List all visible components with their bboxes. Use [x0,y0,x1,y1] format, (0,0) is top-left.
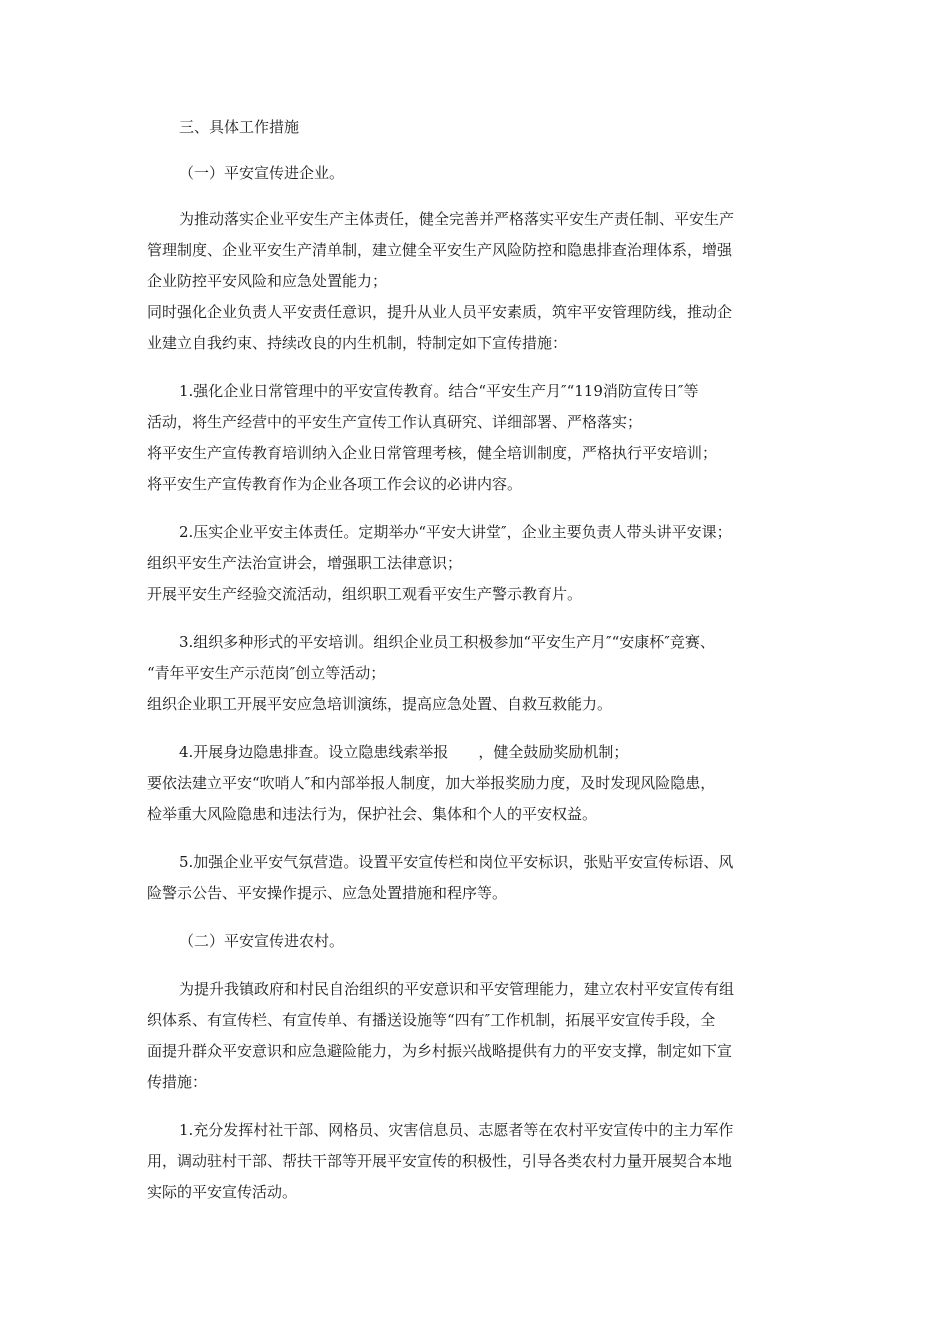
paragraph-line: 管理制度、企业平安生产清单制，建立健全平安生产风险防控和隐患排查治理体系，增强 [147,241,733,259]
paragraph-line: 要依法建立平安“吹哨人″和内部举报人制度，加大举报奖励力度，及时发现风险隐患， [147,774,716,792]
paragraph-line: 4.开展身边隐患排查。设立隐患线索举报 ，健全鼓励奖励机制； [179,743,629,761]
paragraph-line: 业建立自我约束、持续改良的内生机制，特制定如下宣传措施： [147,334,568,352]
paragraph-line: 2.压实企业平安主体责任。定期举办“平安大讲堂″，企业主要负责人带头讲平安课； [179,523,732,541]
paragraph-line: 为推动落实企业平安生产主体责任，健全完善并严格落实平安生产责任制、平安生产 [179,210,735,228]
paragraph-line: 3.组织多种形式的平安培训。组织企业员工积极参加“平安生产月″“安康杯″竞赛、 [179,633,715,651]
paragraph-line: 1.强化企业日常管理中的平安宣传教育。结合“平安生产月″“119消防宣传日″等 [179,382,699,400]
paragraph-line: 险警示公告、平安操作提示、应急处置措施和程序等。 [147,884,508,902]
paragraph-line: 活动，将生产经营中的平安生产宣传工作认真研究、详细部署、严格落实； [147,413,643,431]
part1-title: （一）平安宣传进企业。 [179,164,345,182]
part1-item-5 [147,847,807,909]
paragraph-line: 5.加强企业平安气氛营造。设置平安宣传栏和岗位平安标识，张贴平安宣传标语、风 [179,853,734,871]
paragraph-line: 面提升群众平安意识和应急避险能力，为乡村振兴战略提供有力的平安支撑，制定如下宣 [147,1042,733,1060]
paragraph-line: 将平安生产宣传教育培训纳入企业日常管理考核，健全培训制度，严格执行平安培训； [147,444,718,462]
part1-item-1 [147,376,807,500]
part1-item-3 [147,627,807,720]
paragraph-line: “青年平安生产示范岗″创立等活动； [147,664,386,682]
paragraph-line: 开展平安生产经验交流活动，组织职工观看平安生产警示教育片。 [147,585,583,603]
paragraph-line: 织体系、有宣传栏、有宣传单、有播送设施等“四有″工作机制，拓展平安宣传手段，全 [147,1011,716,1029]
paragraph-line: 为提升我镇政府和村民自治组织的平安意识和平安管理能力，建立农村平安宣传有组 [179,980,735,998]
paragraph-line: 企业防控平安风险和应急处置能力； [147,272,388,290]
part2-intro [147,974,807,1098]
paragraph-line: 传措施： [147,1073,208,1091]
paragraph-line: 组织企业职工开展平安应急培训演练，提高应急处置、自救互救能力。 [147,695,613,713]
part1-item-4 [147,737,807,830]
part2-item-1 [147,1115,807,1208]
paragraph-line: 将平安生产宣传教育作为企业各项工作会议的必讲内容。 [147,475,523,493]
paragraph-line: 同时强化企业负责人平安责任意识，提升从业人员平安素质，筑牢平安管理防线，推动企 [147,303,733,321]
part1-intro [147,204,807,359]
paragraph-line: 1.充分发挥村社干部、网格员、灾害信息员、志愿者等在农村平安宣传中的主力军作 [179,1121,734,1139]
part2-title: （二）平安宣传进农村。 [179,932,345,950]
paragraph-line: 检举重大风险隐患和违法行为，保护社会、集体和个人的平安权益。 [147,805,598,823]
document-page [147,112,807,1208]
section-title: 三、具体工作措施 [179,118,300,136]
paragraph-line: 组织平安生产法治宣讲会，增强职工法律意识； [147,554,463,572]
paragraph-line: 用，调动驻村干部、帮扶干部等开展平安宣传的积极性，引导各类农村力量开展契合本地 [147,1152,733,1170]
part1-item-2 [147,517,807,610]
paragraph-line: 实际的平安宣传活动。 [147,1183,298,1201]
